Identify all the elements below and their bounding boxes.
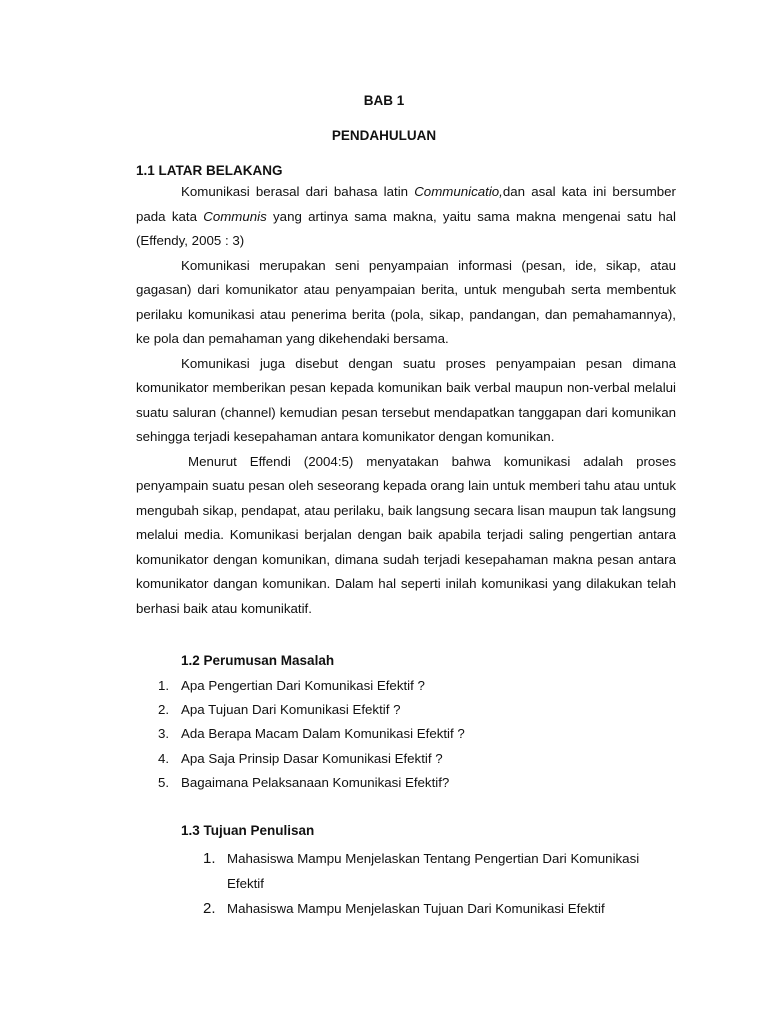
list-item-text: Apa Pengertian Dari Komunikasi Efektif ? bbox=[181, 678, 425, 693]
paragraph-3: Komunikasi juga disebut dengan suatu proses penyampaian pesan dimana komunikator memberikan pesan kepada komunikan baik verbal maupun non-verbal melalui suatu saluran (channel) kemudian pesan tersebut mendapatkan tanggapan dari komunikan sehingga terjadi kesepahaman antara komunikator dengan komunikan. bbox=[136, 355, 676, 444]
perumusan-masalah-list bbox=[136, 674, 465, 795]
list-item-text: Ada Berapa Macam Dalam Komunikasi Efektif ? bbox=[181, 726, 465, 742]
list-item bbox=[136, 747, 465, 771]
list-item-text: Bagaimana Pelaksanaan Komunikasi Efektif? bbox=[181, 774, 450, 790]
list-item-number: 3. bbox=[158, 726, 170, 742]
chapter-title: PENDAHULUAN bbox=[331, 128, 437, 143]
list-item-text: Mahasiswa Mampu Menjelaskan Tujuan Dari Komunikasi Efektif bbox=[227, 901, 605, 916]
section-title-perumusan-masalah: 1.2 Perumusan Masalah bbox=[181, 653, 335, 668]
list-item-number: 1. bbox=[203, 850, 216, 867]
section-title-tujuan-penulisan: 1.3 Tujuan Penulisan bbox=[181, 823, 315, 838]
list-item-number: 2. bbox=[203, 900, 216, 917]
list-item-number: 1. bbox=[158, 678, 170, 693]
section-title-latar-belakang: 1.1 LATAR BELAKANG bbox=[136, 163, 283, 178]
paragraph-1-italic-communis: Communis bbox=[203, 208, 267, 224]
paragraph-1-text-a: Komunikasi berasal dari bahasa latin bbox=[181, 184, 415, 199]
list-item bbox=[136, 674, 465, 698]
list-item bbox=[136, 722, 465, 746]
list-item bbox=[136, 771, 465, 795]
list-item-number: 4. bbox=[158, 750, 170, 766]
list-item-text: Apa Tujuan Dari Komunikasi Efektif ? bbox=[181, 702, 401, 718]
paragraph-4: Menurut Effendi (2004:5) menyatakan bahwa komunikasi adalah proses penyampain suatu pesan oleh seseorang kepada orang lain untuk memberi tahu atau untuk mengubah sikap, pendapat, atau perilaku, baik langsung secara lisan maupun tak langsung melalui media. Komunikasi berjalan dengan baik apabila terjadi saling pengertian antara komunikator dengan komunikan, dimana sudah terjadi kesepahaman makna pesan antara komunikator dangan komunikan. Dalam hal seperti inilah komunikasi yang dilakukan telah berhasi baik atau komunikatif. bbox=[136, 453, 676, 616]
list-item bbox=[181, 896, 661, 921]
list-item bbox=[181, 846, 661, 896]
paragraph-1-text-c: yang artinya sama makna, yaitu sama makna mengenai satu hal (Effendy, 2005 : 3) bbox=[136, 208, 676, 248]
paragraph-1 bbox=[136, 180, 676, 254]
paragraph-1-text-b: dan asal kata ini bersumber pada kata bbox=[136, 184, 676, 224]
chapter-number: BAB 1 bbox=[363, 93, 405, 108]
list-item-text: Apa Saja Prinsip Dasar Komunikasi Efektif ? bbox=[181, 750, 443, 766]
latar-belakang-body bbox=[136, 180, 676, 621]
paragraph-1-italic-communicatio: Communicatio, bbox=[414, 184, 503, 199]
list-item-text: Mahasiswa Mampu Menjelaskan Tentang Pengertian Dari Komunikasi Efektif bbox=[227, 851, 640, 891]
list-item bbox=[136, 698, 465, 722]
list-item-number: 2. bbox=[158, 702, 170, 718]
list-item-number: 5. bbox=[158, 774, 170, 790]
tujuan-penulisan-list bbox=[181, 846, 661, 921]
paragraph-2: Komunikasi merupakan seni penyampaian informasi (pesan, ide, sikap, atau gagasan) dari komunikator atau penyampaian berita, untuk mengubah serta membentuk perilaku komunikasi atau penerima berita (pola, sikap, pandangan, dan pemahamannya), ke pola dan pemahaman yang dikehendaki bersama. bbox=[136, 257, 676, 346]
